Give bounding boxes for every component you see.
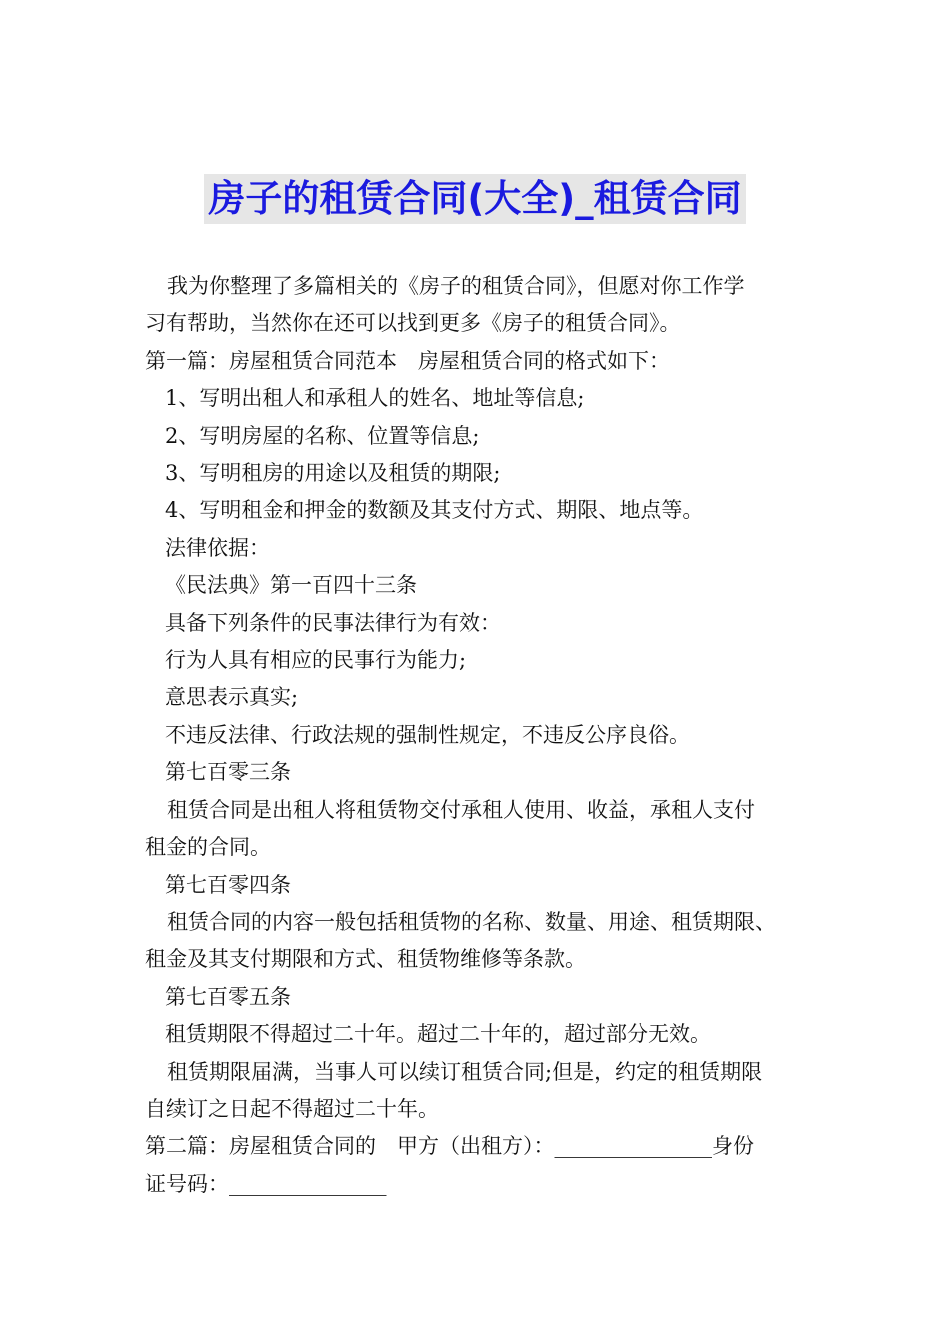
condition-capacity: 行为人具有相应的民事行为能力; [165,648,467,673]
intro-line-1: 我为你整理了多篇相关的《房子的租赁合同》，但愿对你工作学 [167,274,745,298]
article-704-heading: 第七百零四条 [165,872,291,897]
condition-true-intent: 意思表示真实; [165,685,299,710]
article-705-line-2: 租赁期限届满，当事人可以续订租赁合同;但是，约定的租赁期限 [167,1059,763,1084]
article-705-heading: 第七百零五条 [165,984,291,1009]
condition-legality: 不违反法律、行政法规的强制性规定，不违反公序良俗。 [165,722,690,747]
article-703-line-1: 租赁合同是出租人将租赁物交付承租人使用、收益，承租人支付 [167,797,755,822]
article-704-line-2: 租金及其支付期限和方式、租赁物维修等条款。 [145,947,586,972]
section-two-heading: 第二篇：房屋租赁合同的 甲方（出租方）：_______________身份 [145,1134,754,1159]
validity-conditions: 具备下列条件的民事法律行为有效： [165,610,501,635]
article-703-line-2: 租金的合同。 [145,835,271,860]
intro-line-2: 习有帮助，当然你在还可以找到更多《房子的租赁合同》。 [145,311,681,336]
document-body [145,268,835,1203]
list-item-3: 3、写明租房的用途以及租赁的期限; [165,461,501,486]
id-number-line: 证号码：_______________ [145,1171,387,1196]
legal-basis-label: 法律依据： [165,535,270,560]
list-item-4: 4、写明租金和押金的数额及其支付方式、期限、地点等。 [165,498,704,523]
title-container [0,174,950,224]
section-one-heading: 第一篇：房屋租赁合同范本 房屋租赁合同的格式如下： [145,348,670,373]
article-705-line-1: 租赁期限不得超过二十年。超过二十年的，超过部分无效。 [165,1022,711,1047]
list-item-2: 2、写明房屋的名称、位置等信息; [165,423,480,448]
article-703-heading: 第七百零三条 [165,760,291,785]
document-title: 房子的租赁合同(大全)_租赁合同 [204,174,745,224]
article-704-line-1: 租赁合同的内容一般包括租赁物的名称、数量、用途、租赁期限、 [167,909,776,934]
list-item-1: 1、写明出租人和承租人的姓名、地址等信息; [165,386,585,411]
article-705-line-3: 自续订之日起不得超过二十年。 [145,1096,439,1121]
civil-code-article-143: 《民法典》第一百四十三条 [165,573,417,598]
